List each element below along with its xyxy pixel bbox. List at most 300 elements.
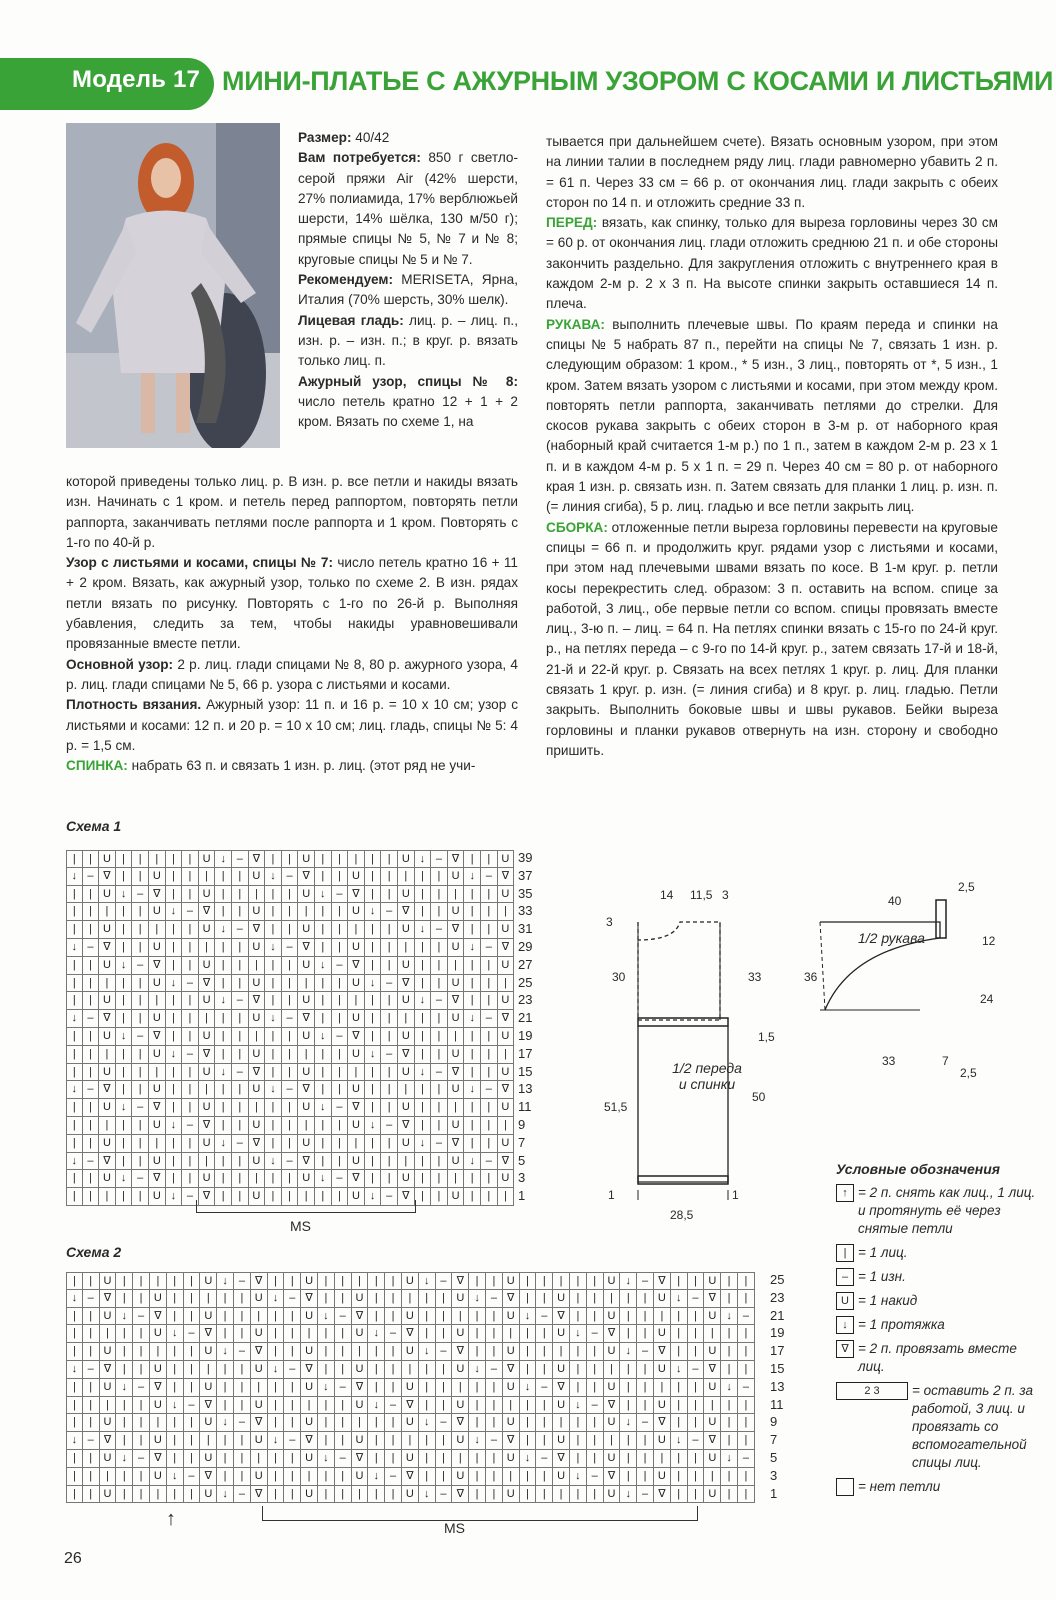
row-number: 23	[770, 1289, 785, 1305]
sleeve-label-diagram: 1/2 рукава	[858, 930, 925, 946]
row-number: 1	[770, 1485, 778, 1501]
chart-cell: ↓	[570, 1468, 587, 1486]
model-photo	[66, 123, 280, 448]
chart-cell: ∇	[448, 921, 465, 939]
chart-cell: U	[301, 1486, 318, 1504]
chart-cell: U	[298, 1028, 315, 1046]
chart-cell: |	[469, 1272, 486, 1290]
chart-cell: U	[448, 939, 465, 957]
chart-cell: U	[498, 1135, 515, 1153]
chart-cell: U	[199, 1028, 216, 1046]
chart-cell: U	[654, 1361, 671, 1379]
chart-cell: ↓	[215, 850, 232, 868]
chart-cell: ↓	[265, 1153, 282, 1171]
chart-cell: |	[431, 1117, 448, 1135]
chart-cell: |	[332, 1153, 349, 1171]
chart-cell: |	[415, 903, 432, 921]
chart-cell: ∇	[352, 1379, 369, 1397]
chart-cell: –	[284, 1361, 301, 1379]
chart-cell: |	[268, 1272, 285, 1290]
chart-cell: U	[200, 1343, 217, 1361]
chart-cell: |	[182, 1064, 199, 1082]
chart-cell: ∇	[398, 1188, 415, 1206]
chart-cell: ∇	[251, 1272, 268, 1290]
chart-cell: |	[704, 1325, 721, 1343]
chart-cell: |	[738, 1468, 755, 1486]
chart-cell: |	[536, 1290, 553, 1308]
chart-cell: |	[215, 1170, 232, 1188]
dim-24: 24	[980, 992, 994, 1006]
chart-cell: |	[133, 1343, 150, 1361]
chart-cell: U	[498, 921, 515, 939]
chart-cell: |	[182, 1081, 199, 1099]
chart-cell: |	[265, 1028, 282, 1046]
chart-cell: ↓	[116, 1170, 133, 1188]
chart-cell: ↓	[268, 1361, 285, 1379]
chart-cell: |	[166, 1099, 183, 1117]
chart-cell: |	[268, 1379, 285, 1397]
chart-cell: –	[184, 1325, 201, 1343]
chart-cell: |	[150, 1343, 167, 1361]
chart-cell: |	[415, 957, 432, 975]
chart-cell: |	[315, 939, 332, 957]
chart-cell: |	[182, 921, 199, 939]
chart-cell: ∇	[398, 975, 415, 993]
chart-cell: |	[167, 1290, 184, 1308]
chart-cell: U	[149, 868, 166, 886]
chart-cell: U	[348, 1010, 365, 1028]
row-number: 9	[770, 1414, 778, 1430]
chart-cell: |	[604, 1361, 621, 1379]
chart-cell: |	[368, 1432, 385, 1450]
chart-cell: –	[132, 886, 149, 904]
chart-cell: –	[182, 975, 199, 993]
chart-cell: ∇	[199, 1117, 216, 1135]
chart-cell: ∇	[452, 1414, 469, 1432]
chart-cell: |	[498, 1188, 515, 1206]
chart-cell: |	[132, 903, 149, 921]
chart-cell: ↓	[318, 1379, 335, 1397]
chart-cell: U	[199, 850, 216, 868]
chart-cell: |	[132, 1153, 149, 1171]
chart-cell: ∇	[200, 1325, 217, 1343]
chart-cell: |	[620, 1361, 637, 1379]
chart-cell: |	[481, 1188, 498, 1206]
chart-cell: |	[654, 1308, 671, 1326]
chart-cell: ↓	[315, 886, 332, 904]
chart-cell: |	[431, 903, 448, 921]
chart-cell: |	[419, 1397, 436, 1415]
chart-cell: |	[66, 1170, 83, 1188]
chart-cell: |	[166, 1153, 183, 1171]
chart-cell: |	[721, 1468, 738, 1486]
chart-cell: |	[232, 1046, 249, 1064]
chart-cell: |	[335, 1325, 352, 1343]
chart-cell: |	[282, 1188, 299, 1206]
chart-cell: |	[365, 1170, 382, 1188]
chart-cell: –	[132, 1099, 149, 1117]
chart-cell: U	[398, 850, 415, 868]
chart-cell: |	[282, 1099, 299, 1117]
chart-cell: |	[570, 1361, 587, 1379]
chart-cell: |	[315, 868, 332, 886]
chart-cell: |	[282, 1135, 299, 1153]
chart-cell: |	[587, 1272, 604, 1290]
chart-cell: U	[553, 1468, 570, 1486]
chart-cell: |	[232, 1081, 249, 1099]
chart-cell: |	[481, 1170, 498, 1188]
page-number: 26	[64, 1550, 82, 1567]
chart-cell: U	[251, 1361, 268, 1379]
chart-cell: |	[132, 1081, 149, 1099]
front-value: вязать, как спинку, только для выреза горловины через 30 см = 60 р. от окончания лиц. глади отложить среднюю 21 п. и обе стороны закончить раздельно. Для закругления отложить с внутреннего края в каждом 2-м р. 2 х 3 п. На высоте спинки закрыть оставшиеся 14 п. плеча.	[546, 215, 998, 312]
chart-cell: U	[348, 1188, 365, 1206]
chart-cell: ↓	[520, 1379, 537, 1397]
chart-cell: U	[298, 1135, 315, 1153]
chart-cell: |	[671, 1379, 688, 1397]
chart-cell: |	[116, 1064, 133, 1082]
legend-text: = 1 изн.	[858, 1269, 906, 1284]
chart-cell: |	[368, 1343, 385, 1361]
chart-cell: ↓	[415, 992, 432, 1010]
chart-cell: ↓	[167, 1397, 184, 1415]
chart-cell: |	[365, 850, 382, 868]
chart-cell: |	[150, 1486, 167, 1504]
chart-cell: –	[284, 1290, 301, 1308]
chart-cell: |	[738, 1486, 755, 1504]
chart-cell: U	[149, 1117, 166, 1135]
chart-cell: –	[133, 1308, 150, 1326]
chart-cell: –	[637, 1414, 654, 1432]
chart-cell: |	[481, 1064, 498, 1082]
chart-cell: U	[99, 886, 116, 904]
chart-cell: U	[149, 1153, 166, 1171]
chart-cell: U	[352, 1361, 369, 1379]
chart-cell: |	[553, 1343, 570, 1361]
chart-cell: |	[284, 1397, 301, 1415]
chart-cell: ∇	[654, 1272, 671, 1290]
chart-cell: ∇	[150, 1308, 167, 1326]
chart-cell: U	[704, 1308, 721, 1326]
chart-cell: |	[301, 1325, 318, 1343]
chart-cell: ↓	[469, 1361, 486, 1379]
chart-cell: |	[436, 1432, 453, 1450]
chart-cell: |	[503, 1468, 520, 1486]
chart-cell: |	[215, 903, 232, 921]
chart-cell: |	[217, 1450, 234, 1468]
chart-cell: |	[66, 992, 83, 1010]
chart-cell: |	[318, 1290, 335, 1308]
dim-14: 14	[660, 888, 674, 902]
chart-cell: |	[83, 1468, 100, 1486]
chart-cell: ∇	[100, 1432, 117, 1450]
chart-cell: |	[249, 1170, 266, 1188]
chart-cell: –	[436, 1343, 453, 1361]
chart-cell: |	[486, 1414, 503, 1432]
chart-cell: |	[217, 1468, 234, 1486]
chart-cell: U	[199, 1099, 216, 1117]
chart-cell: |	[66, 957, 83, 975]
chart-cell: |	[620, 1325, 637, 1343]
legend-item	[836, 1340, 1036, 1376]
chart-cell: |	[167, 1450, 184, 1468]
chart-cell: |	[637, 1379, 654, 1397]
chart-cell: –	[688, 1432, 705, 1450]
chart-cell: ↓	[66, 1153, 83, 1171]
chart-cell: –	[381, 975, 398, 993]
chart-cell: |	[184, 1379, 201, 1397]
chart-cell: |	[536, 1486, 553, 1504]
chart-cell: –	[436, 1272, 453, 1290]
chart-cell: |	[381, 1010, 398, 1028]
chart-cell: |	[166, 992, 183, 1010]
chart-cell: |	[419, 1325, 436, 1343]
legend-text: = 1 лиц.	[858, 1245, 908, 1260]
chart-cell: |	[182, 1028, 199, 1046]
chart-cell: |	[315, 992, 332, 1010]
chart-cell: |	[83, 1170, 100, 1188]
chart-cell: |	[215, 868, 232, 886]
chart-cell: |	[265, 1188, 282, 1206]
chart-cell: |	[265, 1064, 282, 1082]
chart-cell: |	[215, 939, 232, 957]
chart-cell: ∇	[348, 1099, 365, 1117]
chart-cell: U	[402, 1450, 419, 1468]
chart-cell: |	[520, 1397, 537, 1415]
chart-cell: |	[738, 1343, 755, 1361]
chart-cell: |	[536, 1397, 553, 1415]
chart-cell: U	[448, 1117, 465, 1135]
chart-cell: –	[332, 1099, 349, 1117]
chart-cell: ∇	[298, 1153, 315, 1171]
chart-cell: ↓	[464, 939, 481, 957]
chart-cell: –	[332, 886, 349, 904]
chart-cell: |	[265, 1046, 282, 1064]
chart-cell: |	[368, 1414, 385, 1432]
chart-cell: |	[335, 1486, 352, 1504]
chart-cell: ∇	[249, 1064, 266, 1082]
chart-cell: |	[348, 1135, 365, 1153]
intro-column	[298, 128, 518, 432]
chart-cell: –	[431, 1135, 448, 1153]
chart-cell: |	[398, 1081, 415, 1099]
chart-cell: |	[318, 1397, 335, 1415]
chart-cell: |	[116, 903, 133, 921]
chart-cell: ∇	[301, 1432, 318, 1450]
chart-cell: |	[215, 1081, 232, 1099]
chart-cell: U	[398, 1135, 415, 1153]
row-number: 9	[518, 1117, 526, 1132]
chart-cell: |	[481, 1117, 498, 1135]
chart-cell: –	[83, 939, 100, 957]
chart-cell: –	[335, 1308, 352, 1326]
chart-cell: |	[282, 957, 299, 975]
chart-cell: |	[83, 1064, 100, 1082]
chart-cell: U	[402, 1486, 419, 1504]
chart-cell: |	[166, 1170, 183, 1188]
arrow-up-icon: ↑	[166, 1508, 176, 1530]
chart-cell: ∇	[249, 921, 266, 939]
chart-cell: ↓	[671, 1432, 688, 1450]
chart-cell: |	[335, 1468, 352, 1486]
chart-cell: |	[721, 1343, 738, 1361]
chart-cell: |	[234, 1290, 251, 1308]
chart-cell: |	[486, 1486, 503, 1504]
chart-cell: |	[184, 1486, 201, 1504]
chart-cell: ∇	[251, 1343, 268, 1361]
chart-cell: |	[469, 1325, 486, 1343]
chart-cell: U	[301, 1379, 318, 1397]
chart-cell: |	[385, 1290, 402, 1308]
chart-cell: ↓	[66, 1290, 83, 1308]
chart-cell: |	[199, 1153, 216, 1171]
chart-cell: |	[182, 1153, 199, 1171]
chart-cell: U	[100, 1486, 117, 1504]
chart-cell: –	[431, 992, 448, 1010]
chart-cell: U	[452, 1432, 469, 1450]
page-title: МИНИ-ПЛАТЬЕ С АЖУРНЫМ УЗОРОМ С КОСАМИ И ЛИСТЬЯМИ	[222, 66, 1054, 96]
chart-cell: ∇	[301, 1290, 318, 1308]
chart-cell: U	[402, 1343, 419, 1361]
chart-cell: |	[83, 886, 100, 904]
chart-cell: |	[132, 1046, 149, 1064]
chart-cell: |	[431, 1188, 448, 1206]
chart-cell: –	[132, 1028, 149, 1046]
chart-cell: |	[282, 975, 299, 993]
chart-cell: |	[318, 1361, 335, 1379]
chart-cell: ∇	[298, 868, 315, 886]
chart-cell: ↓	[570, 1325, 587, 1343]
chart-cell: –	[83, 1010, 100, 1028]
chart-cell: |	[721, 1325, 738, 1343]
chart-cell: U	[249, 1188, 266, 1206]
chart-cell: –	[232, 850, 249, 868]
chart-cell: |	[217, 1325, 234, 1343]
chart-cell: |	[301, 1397, 318, 1415]
chart-cell: ∇	[604, 1468, 621, 1486]
chart-cell: U	[352, 1468, 369, 1486]
chart-cell: |	[415, 1081, 432, 1099]
chart-cell: |	[348, 850, 365, 868]
chart-cell: |	[282, 921, 299, 939]
chart-cell: |	[498, 1046, 515, 1064]
chart-cell: |	[232, 1028, 249, 1046]
dim-50: 50	[752, 1090, 766, 1104]
chart-cell: |	[536, 1343, 553, 1361]
chart-cell: ∇	[604, 1397, 621, 1415]
chart-cell: –	[182, 1117, 199, 1135]
chart-cell: |	[149, 992, 166, 1010]
chart-cell: ↓	[464, 1081, 481, 1099]
chart-cell: –	[738, 1450, 755, 1468]
row-number: 13	[770, 1378, 785, 1394]
chart-cell: –	[688, 1361, 705, 1379]
chart-cell: –	[83, 1290, 100, 1308]
chart-cell: |	[166, 1010, 183, 1028]
chart-cell: ↓	[268, 1432, 285, 1450]
chart-cell: U	[654, 1397, 671, 1415]
row-number: 7	[770, 1432, 778, 1448]
row-number: 17	[518, 1045, 533, 1061]
chart-cell: |	[431, 1028, 448, 1046]
chart-cell: U	[448, 1153, 465, 1171]
row-number: 13	[518, 1081, 533, 1097]
chart-cell: |	[116, 1414, 133, 1432]
chart-cell: |	[335, 1397, 352, 1415]
chart-cell: |	[431, 1099, 448, 1117]
chart-cell: –	[481, 1010, 498, 1028]
chart-cell: ∇	[398, 1117, 415, 1135]
chart-cell: |	[182, 992, 199, 1010]
chart-cell: ↓	[464, 868, 481, 886]
chart-cell: ↓	[166, 903, 183, 921]
chart-cell: ↓	[215, 1064, 232, 1082]
chart-cell: ∇	[298, 1081, 315, 1099]
chart-cell: |	[436, 1450, 453, 1468]
chart-cell: U	[352, 1290, 369, 1308]
chart-cell: |	[265, 992, 282, 1010]
chart-cell: |	[721, 1397, 738, 1415]
chart-cell: ∇	[553, 1379, 570, 1397]
chart-cell: |	[116, 1081, 133, 1099]
chart-cell: |	[553, 1272, 570, 1290]
chart-cell: U	[149, 1046, 166, 1064]
chart-cell: ∇	[251, 1414, 268, 1432]
chart-cell: U	[149, 1081, 166, 1099]
chart-cell: |	[83, 1099, 100, 1117]
chart-cell: |	[217, 1290, 234, 1308]
chart-cell: |	[671, 1450, 688, 1468]
chart-cell: U	[100, 1272, 117, 1290]
chart-cell: |	[83, 1325, 100, 1343]
chart-cell: |	[215, 1099, 232, 1117]
chart-cell: |	[332, 1117, 349, 1135]
chart-cell: |	[738, 1272, 755, 1290]
chart-cell: U	[398, 886, 415, 904]
chart-cell: |	[199, 868, 216, 886]
chart-cell: U	[251, 1432, 268, 1450]
chart-cell: |	[381, 1153, 398, 1171]
chart-cell: |	[481, 992, 498, 1010]
row-number: 3	[770, 1467, 778, 1483]
chart-cell: U	[348, 868, 365, 886]
row-number: 11	[770, 1396, 784, 1412]
chart-cell: |	[385, 1361, 402, 1379]
chart-cell: ∇	[199, 975, 216, 993]
chart-cell: U	[553, 1325, 570, 1343]
chart-cell: |	[66, 921, 83, 939]
chart-cell: ↓	[318, 1450, 335, 1468]
chart-cell: |	[570, 1450, 587, 1468]
chart-cell: |	[481, 1028, 498, 1046]
chart-cell: U	[251, 1468, 268, 1486]
chart-cell: |	[486, 1308, 503, 1326]
chart-cell: ∇	[99, 1153, 116, 1171]
chart-cell: |	[464, 1064, 481, 1082]
chart-cell: U	[298, 921, 315, 939]
chart-cell: U	[503, 1272, 520, 1290]
chart-cell: ∇	[398, 903, 415, 921]
chart-cell: U	[398, 992, 415, 1010]
chart-cell: |	[66, 1325, 83, 1343]
chart-cell: ∇	[249, 1135, 266, 1153]
row-number: 33	[518, 903, 533, 919]
row-number: 17	[770, 1343, 785, 1359]
chart-cell: –	[637, 1486, 654, 1504]
chart-cell: U	[100, 1450, 117, 1468]
chart-cell: |	[448, 886, 465, 904]
sleeve-value: выполнить плечевые швы. По краям переда и спинки на спицы № 5 набрать 87 п., перейти на спицы № 7, связать 1 изн. р. следующим образом: 1 кром., * 5 изн., 3 лиц., повторять от *, 5 изн., 1 кром. Затем вязать узором с листьями и косами, при этом между кром. повторять петли раппорта, заканчивать петлями до стрелки. Для скосов рукава закрыть с обеих сторон в 3-м р. от наборного края (наборный край считается 1-м р.) по 1 п., затем в каждом 2-м р. 23 х 1 п. и в каждом 4-м р. 5 х 1 п. = 29 п. Через 40 см = 80 р. от наборного края 1 изн. р. связать изн. п. Затем связать для планки 1 лиц. р. изн. п. (= линия сгиба), 5 р. лиц. гладью и все петли закрыть лиц.	[546, 316, 998, 515]
